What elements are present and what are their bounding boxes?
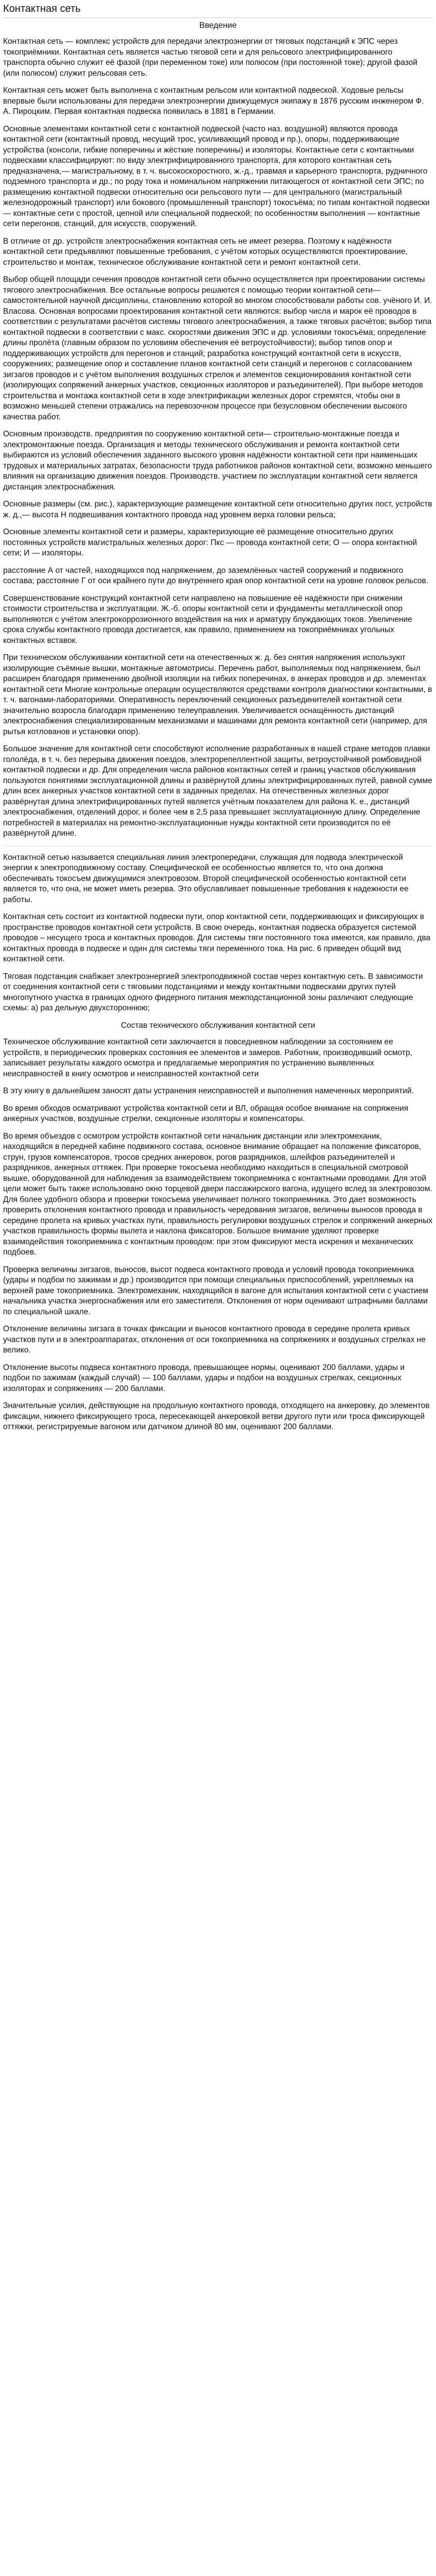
page-title: Контактная сеть: [3, 2, 433, 18]
intro-paragraph-3: Основные элементами контактной сети с контактной подвеской (часто наз. воздушной) являются провода контактной сети (контактный провод, несущий трос, усиливающий провод и пр.), опоры, поддерживающие устройства (консоли, гибкие поперечины и жёсткие поперечины) и изоляторы. Контактные сети с контактными подвесками классифицируют: по виду электрифицированного транспорта, для которого контактная сеть предназначена,— магистральному, в т. ч. высокоскоростного, ж.-д., травмая и карьерного транспорта, рудничного подземного транспорта и др.; по роду тока и номинальном напряжении питающегося от контактной сети ЭПС; по размещению контактной подвески относительно оси рельсового пути — для центрального (магистральный железнодорожный транспорт) или бокового (промышленный транспорт) токосъёма; по типам контактной подвески — контактные сети с простой, цепной или специальной подвеской; по особенностям выполнения — контактные сети перегонов, станций, для искусств, сооружений.: [3, 124, 430, 228]
main-paragraph-3: Тяговая подстанция снабжает электроэнергией электроподвижной состав через контактную сеть. В зависимости от соединения контактной сети с тяговыми подстанциями и между контактными подвесками других путей многопутного участка в границах одного фидерного питания межподстанционной зоны различают следующие схемы: а) раз дельную двухстороннюю;: [3, 972, 423, 1012]
main-paragraph-6: Во время обходов осматривают устройства контактной сети и ВЛ, обращая особое внимание на сопряжения анкерных участков, воздушные стрелки, секционные изоляторы и компенсаторы.: [3, 1104, 409, 1123]
intro-paragraph-10: Совершенствование конструкций контактной сети направлено на повышение её надёжности при снижении стоимости строительства и эксплуатации. Ж.-б. опоры контактной сети и фундаменты металлической опор выполняются с учётом электрокоррозионного воздействия на них и арматуру блуждающих токов. Увеличение срока службы контактного провода достигается, как правило, применением на токоприёмниках угольных контактных вставок.: [3, 594, 412, 645]
intro-paragraph-9: расстояние А от частей, находящихся под напряжением, до заземлённых частей сооружений и подвижного состава; расстояние Г от оси крайнего пути до внутреннего края опор контактной сети на уровне головок рельсов.: [3, 566, 429, 585]
intro-paragraph-4: В отличие от др. устройств электроснабжения контактная сеть не имеет резерва. Поэтому к надёжности контактной сети предъявляют повышенные требования, с учётом которых осуществляются проектирование, строительство и монтаж, техническое обслуживание контактной сети и ремонт контактной сети.: [3, 236, 408, 267]
intro-paragraph-5: Выбор общей площади сечения проводов контактной сети обычно осуществляется при проектировании системы тягового электроснабжения. Все остальные вопросы решаются с помощью теории контактной сети— самостоятельной научной дисциплины, становлению которой во многом способствовали работы сов. учёного И. И. Власова. Основная вопросами проектирования контактной сети являются: выбор числа и марок её проводов в соответствии с результатами расчётов системы тягового электроснабжения, а также тяговых расчётов; выбор типа контактной подвески в соответствии с макс. скоростями движения ЭПС и др. условиями токосъёма; определение длины пролёта (главным образом по условиям обеспечения её ветроустойчивости); выбор типов опор и поддерживающих устройств для перегонов и станций; разработка конструкций контактной сети в искусств, сооружениях; размещение опор и составление планов контактной сети станций и перегонов с согласованием зигзагов проводов и с учётом выполнения воздушных стрелок и элементов секционирования контактной сети (изолирующих сопряжений анкерных участков, секционных изоляторов и разъединителей). При выборе методов строительства и монтажа контактной сети в ходе электрификации железных дорог стремятся, чтобы они в возможно меньшей степени отражались на перевозочном процессе при безусловном обеспечении высокого качества работ.: [3, 275, 432, 421]
maintenance-heading: Состав технического обслуживания контактной сети: [120, 1021, 316, 1030]
main-paragraph-4: Техническое обслуживание контактной сети заключается в повседневном наблюдении за состоянием ее устройств, в периодических проверках состояния ее элементов и замеров. Работник, производивший осмотр, записывает результаты каждого осмотра и предлагаемые мероприятия по устранению выявленных неисправностей в книгу осмотров и неисправностей контактной сети: [3, 1038, 412, 1078]
intro-heading: Введение: [199, 21, 237, 30]
main-paragraph-11: Значительные усилия, действующие на продольную контактного провода, отходящего на анкеровку, до элементов фиксации, нижнего фиксирующего троса, пересекающей анкеровкой ветви другого пути или троса фиксирующей оттяжки, регистрируемые вагоном или датчиком длиной 80 мм, оценивают 200 баллами.: [3, 1401, 430, 1431]
intro-paragraph-2: Контактная сеть может быть выполнена с контактным рельсом или контактной подвеской. Ходовые рельсы впервые были использованы для передачи электроэнергии движущемуся экипажу в 1876 русским инженером Ф. А. Пироцким. Первая контактная подвеска появилась в 1881 в Германии.: [3, 86, 424, 116]
intro-paragraph-6: Основным производств. предприятия по сооружению контактной сети— строительно-монтажные поезда и электромонтажные поезда. Организация и методы технического обслуживания и ремонта контактной сети выбираются из условий обеспечения заданного высокого уровня надёжности контактной сети при наименьших трудовых и материальных затратах, безопасности труда работников районов контактной сети, возможно меньшего влияния на организацию движения поездов. Производств. участием по эксплуатации контактной сети является дистанция электроснабжения.: [3, 430, 432, 492]
intro-paragraph-8: Основные элементы контактной сети и размеры, характеризующие её размещение относительно других постоянных устройств магистральных железных дорог: Пкс — провода контактной сети; О — опора контактной сети; И — изоляторы.: [3, 528, 417, 557]
main-paragraph-7: Во время объездов с осмотром устройств контактной сети начальник дистанции или электромеханик, находящийся в передней кабине подвижного состава, основное внимание обращает на положение фиксаторов, струн, грузов компенсаторов, тросов средних анкеровок, рогов разрядников, шлейфов разъединителей и разрядников, анкерных оттяжек. При проверке токосъема необходимо находиться в специальной смотровой вышке, оборудованной для наблюдения за взаимодействием токоприемника с контактными проводами. Для этой цели может быть также использовано окно торцевой двери пассажирского вагона, идущего вслед за электровозом. Для более удобного обзора и проверки токосъема увеличивает полного токоприемника. Это дает возможность проверить отклонения контактного провода и правильность чередования зигзагов, величины выносов провода в середине пролета на кривых участках пути, правильность регулировки воздушных стрелок и сопряжений анкерных участков правильность формы вылета и наклона фиксаторов. Большое внимание уделяют проверке взаимодействия токоприемника с контактным проводом: при этом фиксируют места искрения и механических подбоев.: [3, 1131, 433, 1257]
main-paragraph-8: Проверка величины зигзагов, выносов, высот подвеса контактного провода и условий провода токоприемника (удары и подбои по зажимам и др.) производится при помощи специальных приспособлений, укрепляемых на верхней раме токоприемника. Электромеханик, находящийся в вагоне для испытания контактной сети с участием начальника участка энергоснабжения или его заместителя. Отклонения от норм оценивают штрафными баллами по специальной шкале.: [3, 1265, 428, 1316]
main-paragraph-9: Отклонение величины зигзага в точках фиксации и выносов контактного провода в середине пролета кривых участков пути и в электроаппаратах, отклонения от оси токоприемника на сопряжениях и воздушных стрелках не велико.: [3, 1325, 426, 1354]
intro-paragraph-12: Большое значение для контактной сети способствуют исполнение разработанных в нашей стране методов плавки гололёда, в т. ч. без перерыва движения поездов, электрорепеллентной защиты, ветроустойчивой ромбовидной контактной подвески и др. Для определения числа районов контактных сетей и границ участков обслуживания пользуются понятиями эксплуатационной длины и развёрнутой длины электрифицированных путей, равной сумме длин всех анкерных участков контактной сети в заданных пределах. На отечественных железных дорог развёрнутая длина электрифицированных путей является учётным показателем для района К. е., дистанций электроснабжения, отделений дорог, и более чем в 2,5 раза превышает эксплуатационную длину. Определение потребностей в материалах на ремонтно-эксплуатационные нужды контактной сети производится по её развёрнутой длине.: [3, 744, 432, 838]
main-paragraph-5: В эту книгу в дальнейшем заносят даты устранения неисправностей и выполнения намеченных мероприятий.: [3, 1087, 414, 1095]
intro-paragraph-1: Контактная сеть — комплекс устройств для передачи электроэнергии от тяговых подстанций к ЭПС через токоприёмники. Контактная сеть является частью тяговой сети и для рельсового электрифицированного транспорта обычно служит её фазой (при переменном токе) или полюсом (при постоянной токе); другой фазой (или полюсом) служит рельсовая сеть.: [3, 37, 417, 78]
main-paragraph-10: Отклонение высоты подвеса контактного провода, превышающее нормы, оценивают 200 баллами, удары и подбои по зажимам (каждый случай) — 100 баллами, удары и подбои на воздушных стрелках, секционных изоляторах и сопряжениях — 200 баллами.: [3, 1363, 405, 1393]
main-paragraph-1: Контактной сетью называется специальная линия электропередачи, служащая для подвода электрической энергии к электроподвижному составу. Специфической ее особенностью является то, что она должна обеспечивать токосъем движущимися электровозом. Второй специфической особенностью контактной сети является то, что она, не может иметь резерва. Это обуславливает повышенные требования к надежности ее работы.: [3, 853, 409, 904]
main-paragraph-2: Контактная сеть состоит из контактной подвески пути, опор контактной сети, поддерживающих и фиксирующих в пространстве проводов контактной сети устройств. В свою очередь, контактная подвеска образуется системой проводов – несущего троса и контактных проводов. Для системы тяги постоянного тока имеются, как правило, два контактных провода в подвеске и один для системы тяги переменного тока. На рис. 6 приведен общий вид контактной сети.: [3, 912, 431, 963]
intro-paragraph-7: Основные размеры (см. рис.), характеризующие размещение контактной сети относительно других пост, устройств ж. д.,— высота Н подвешивания контактного провода над уровнем верха головки рельса;: [3, 500, 432, 519]
intro-paragraph-11: При техническом обслуживании контактной сети на отечественных ж. д. без снятия напряжения используют изолирующие съёмные вышки, монтажные автомотрисы. Перечень работ, выполняемых под напряжением, был расширен благодаря применению двойной изоляции на гибких поперечинах, в анкерах проводов и др. элементах контактной сети Многие контрольные операции осуществляются средствами контроля диагностики контактными, в т. ч. вагонами-лабораториями. Оперативность переключений секционных разъединителей контактной сети значительно возросла благодаря применению телеуправления. Увеличивается оснащённость дистанций электроснабжения специализированным механизмами и машинами для ремонта контактной сети (например, для рытья котлованов и установки опор).: [3, 653, 432, 736]
